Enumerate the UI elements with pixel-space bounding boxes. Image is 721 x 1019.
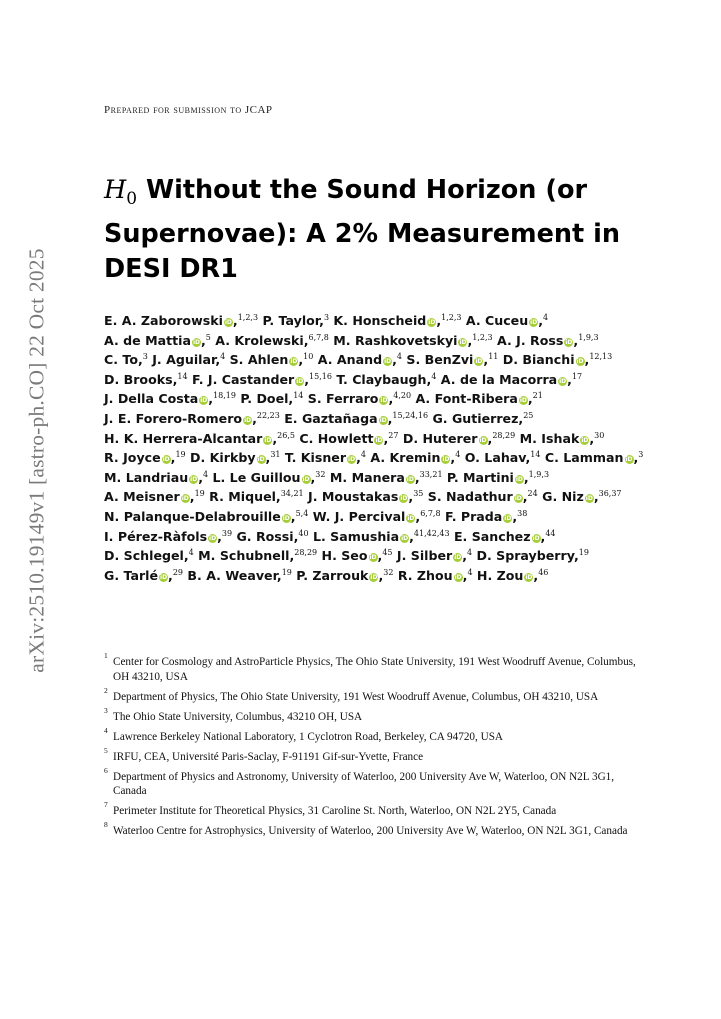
affiliation-text: Department of Physics, The Ohio State University, 191 West Woodruff Avenue, Columbus, OH 43210, USA — [113, 690, 599, 703]
affiliation-item — [104, 745, 644, 765]
orcid-icon[interactable]: iD — [379, 416, 387, 424]
author-name: J. Della Costa iD,$^{18,19}$ — [104, 391, 236, 407]
affiliation-number: 3 — [104, 705, 108, 715]
orcid-icon[interactable]: iD — [244, 416, 252, 424]
affiliation-text: Waterloo Centre for Astrophysics, University of Waterloo, 200 University Ave W, Waterloo, ON N2L 3G1, Canada — [113, 825, 628, 837]
author-affiliation-ref: 4 — [543, 313, 549, 322]
author-affiliation-ref: 4 — [455, 450, 461, 460]
author-name: G. Niz iD,$^{36,37}$ — [542, 489, 622, 505]
author-name: A. Anand iD,$^4$ — [317, 352, 402, 368]
author-name: P. Zarrouk iD,$^{32}$ — [296, 567, 394, 583]
author-name: D. Bianchi iD,$^{12,13}$ — [502, 352, 613, 368]
orcid-icon[interactable]: iD — [442, 456, 450, 464]
orcid-icon[interactable]: iD — [380, 397, 388, 405]
affiliation-number: 4 — [104, 725, 108, 735]
orcid-icon[interactable]: iD — [224, 319, 232, 326]
author-name: S. Nadathur iD,$^{24}$ — [427, 489, 538, 505]
author-affiliation-ref: 45 — [382, 548, 393, 558]
author-name: A. Krolewski,$^{6,7,8}$ — [215, 332, 329, 348]
author-name: A. Font-Ribera iD,$^{21}$ — [415, 391, 543, 407]
orcid-icon[interactable]: iD — [369, 554, 377, 562]
affiliation-number: 6 — [104, 765, 108, 775]
orcid-icon[interactable]: iD — [162, 456, 170, 464]
author-affiliation-ref: 32 — [315, 469, 326, 479]
author-affiliation-ref: 1,2,3 — [472, 332, 493, 342]
author-affiliation-ref: 41,42,43 — [413, 528, 450, 538]
author-name: M. Rashkovetskyi iD,$^{1,2,3}$ — [333, 332, 493, 348]
orcid-icon[interactable]: iD — [625, 456, 633, 464]
paper-title — [104, 173, 664, 287]
orcid-icon[interactable]: iD — [257, 456, 265, 464]
author-affiliation-ref: 6,7,8 — [420, 508, 441, 518]
author-name: A. Cuceu iD,$^4$ — [465, 313, 549, 328]
title-text: Without the Sound Horizon (or Supernovae): A 2% Measurement in DESI DR1 — [104, 175, 621, 285]
arxiv-id: arXiv:2510.19149v1 [astro-ph.CO] 22 Oct 2025 — [24, 247, 49, 673]
affiliation-text: Perimeter Institute for Theoretical Physics, 31 Caroline St. North, Waterloo, ON N2L 2Y5, Canada — [113, 805, 557, 817]
affiliation-item — [104, 651, 644, 684]
author-name: J. Moustakas iD,$^{35}$ — [308, 489, 424, 505]
author-affiliation-ref: 4 — [203, 469, 209, 479]
orcid-icon[interactable]: iD — [302, 475, 310, 483]
author-name: D. Kirkby iD,$^{31}$ — [190, 450, 281, 466]
author-affiliation-ref: 4 — [396, 352, 402, 362]
author-name: P. Taylor,$^3$ — [262, 313, 330, 328]
affiliation-number: 5 — [104, 745, 108, 755]
author-affiliation-ref: 14 — [293, 391, 304, 401]
author-affiliation-ref: 5 — [205, 332, 211, 342]
author-affiliation-ref: 6,7,8 — [308, 332, 329, 342]
orcid-icon[interactable]: iD — [532, 534, 540, 542]
affiliation-item — [104, 685, 644, 705]
author-name: J. Silber iD,$^4$ — [396, 548, 473, 564]
author-affiliation-ref: 4,20 — [393, 391, 412, 401]
author-affiliation-ref: 4 — [360, 450, 366, 460]
author-name: R. Joyce iD,$^{19}$ — [104, 450, 186, 466]
orcid-icon[interactable]: iD — [454, 573, 462, 581]
author-name: B. A. Weaver,$^{19}$ — [187, 567, 292, 583]
author-affiliation-ref: 14 — [177, 371, 188, 381]
orcid-icon[interactable]: iD — [401, 534, 409, 542]
orcid-icon[interactable]: iD — [514, 495, 522, 503]
orcid-icon[interactable]: iD — [530, 319, 538, 326]
orcid-icon[interactable]: iD — [525, 573, 533, 581]
author-affiliation-ref: 11 — [488, 352, 499, 362]
author-name: M. Schubnell,$^{28,29}$ — [198, 548, 318, 564]
author-affiliation-ref: 1,9,3 — [578, 332, 599, 342]
author-affiliation-ref: 19 — [175, 450, 186, 460]
orcid-icon[interactable]: iD — [515, 475, 523, 483]
author-affiliation-ref: 3 — [323, 313, 330, 322]
orcid-icon[interactable]: iD — [428, 319, 436, 326]
affiliation-text: IRFU, CEA, Université Paris-Saclay, F-91191 Gif-sur-Yvette, France — [113, 750, 424, 763]
orcid-icon[interactable]: iD — [479, 436, 487, 444]
author-affiliation-ref: 17 — [571, 371, 583, 381]
author-affiliation-ref: 19 — [194, 489, 205, 499]
author-affiliation-ref: 27 — [388, 430, 399, 440]
author-affiliation-ref: 36,37 — [598, 489, 622, 499]
author-affiliation-ref: 39 — [221, 528, 233, 538]
affiliation-item — [104, 765, 644, 799]
author-name: H. K. Herrera-Alcantar iD,$^{26,5}$ — [104, 430, 295, 446]
author-affiliation-ref: 30 — [594, 430, 605, 440]
author-name: S. Ahlen iD,$^{10}$ — [229, 352, 314, 368]
author-affiliation-ref: 44 — [545, 528, 556, 538]
author-affiliation-ref: 25 — [523, 410, 534, 420]
author-affiliation-ref: 1,2,3 — [441, 313, 462, 322]
author-name: F. Prada iD,$^{38}$ — [444, 508, 528, 524]
author-name: H. Seo iD,$^{45}$ — [321, 548, 393, 564]
author-name: L. Samushia iD,$^{41,42,43}$ — [312, 528, 450, 544]
author-affiliation-ref: 32 — [383, 567, 394, 577]
orcid-icon[interactable]: iD — [384, 358, 392, 366]
author-name: D. Huterer iD,$^{28,29}$ — [402, 430, 516, 446]
author-name: R. Zhou iD,$^4$ — [397, 567, 473, 583]
author-affiliation-ref: 33,21 — [419, 469, 443, 479]
author-affiliation-ref: 4 — [220, 352, 226, 362]
affiliation-text: Department of Physics and Astronomy, University of Waterloo, 200 University Ave W, Waterloo, ON N2L 3G1, Canada — [113, 770, 615, 797]
author-name: E. A. Zaborowski iD,$^{1,2,3}$ — [104, 313, 259, 328]
author-name: I. Pérez-Ràfols iD,$^{39}$ — [104, 528, 233, 544]
author-affiliation-ref: 34,21 — [280, 489, 304, 499]
orcid-icon[interactable]: iD — [209, 534, 217, 542]
author-name: A. Meisner iD,$^{19}$ — [104, 489, 205, 505]
author-name: D. Brooks,$^{14}$ — [104, 371, 188, 387]
affiliation-item — [104, 705, 644, 725]
author-name: F. J. Castander iD,$^{15,16}$ — [191, 371, 332, 387]
affiliation-number: 2 — [104, 685, 108, 695]
affiliation-item — [104, 725, 644, 745]
author-affiliation-ref: 19 — [281, 567, 292, 577]
author-name: M. Manera iD,$^{33,21}$ — [329, 469, 443, 485]
author-affiliation-ref: 22,23 — [256, 410, 280, 420]
author-affiliation-ref: 1,2,3 — [237, 313, 259, 322]
prepared-for-note: Prepared for submission to JCAP — [104, 104, 273, 116]
author-affiliation-ref: 3 — [142, 352, 148, 362]
author-affiliation-ref: 29 — [172, 567, 184, 577]
author-name: J. E. Forero-Romero iD,$^{22,23}$ — [104, 410, 280, 426]
author-name: E. Sanchez iD,$^{44}$ — [453, 528, 556, 544]
author-name: C. To,$^3$ — [104, 352, 148, 368]
orcid-icon[interactable]: iD — [400, 495, 408, 503]
author-affiliation-ref: 46 — [538, 567, 549, 577]
author-affiliation-ref: 28,29 — [492, 430, 516, 440]
author-list — [104, 311, 644, 585]
author-affiliation-ref: 21 — [532, 391, 543, 401]
author-affiliation-ref: 4 — [467, 567, 473, 577]
author-affiliation-ref: 35 — [413, 489, 424, 499]
author-affiliation-ref: 4 — [188, 548, 194, 558]
author-name: D. Schlegel,$^4$ — [104, 548, 194, 564]
orcid-icon[interactable]: iD — [200, 397, 208, 405]
orcid-icon[interactable]: iD — [504, 514, 512, 522]
author-affiliation-ref: 1,9,3 — [528, 469, 550, 479]
author-name: A. de Mattia iD,$^5$ — [104, 332, 211, 348]
author-affiliation-ref: 5,4 — [295, 508, 309, 518]
author-affiliation-ref: 24 — [527, 489, 538, 499]
author-affiliation-ref: 28,29 — [294, 548, 318, 558]
author-affiliation-ref: 10 — [303, 352, 314, 362]
author-name: T. Kisner iD,$^4$ — [284, 450, 366, 466]
orcid-icon[interactable]: iD — [475, 358, 483, 366]
author-name: R. Miquel,$^{34,21}$ — [209, 489, 304, 505]
author-affiliation-ref: 38 — [517, 508, 528, 518]
orcid-icon[interactable]: iD — [181, 495, 189, 503]
author-name: P. Martini iD,$^{1,9,3}$ — [446, 469, 550, 485]
orcid-icon[interactable]: iD — [519, 397, 527, 405]
author-name: J. Aguilar,$^4$ — [152, 352, 226, 368]
orcid-icon[interactable]: iD — [264, 436, 272, 444]
orcid-icon[interactable]: iD — [585, 495, 593, 503]
author-name: E. Gaztañaga iD,$^{15,24,16}$ — [284, 410, 429, 426]
orcid-icon[interactable]: iD — [290, 358, 298, 366]
orcid-icon[interactable]: iD — [282, 514, 290, 522]
author-name: S. Ferraro iD,$^{4,20}$ — [307, 391, 412, 407]
orcid-icon[interactable]: iD — [370, 573, 378, 581]
affiliation-list — [104, 651, 644, 844]
orcid-icon[interactable]: iD — [576, 358, 584, 366]
author-name: L. Le Guillou iD,$^{32}$ — [212, 469, 326, 485]
author-affiliation-ref: 26,5 — [277, 430, 295, 440]
author-name: A. Kremin iD,$^4$ — [370, 450, 461, 466]
author-affiliation-ref: 15,24,16 — [392, 410, 429, 420]
affiliation-text: Lawrence Berkeley National Laboratory, 1 Cyclotron Road, Berkeley, CA 94720, USA — [113, 730, 504, 743]
author-name: M. Landriau iD,$^4$ — [104, 469, 209, 485]
orcid-icon[interactable]: iD — [190, 475, 198, 483]
author-affiliation-ref: 31 — [270, 450, 281, 460]
orcid-icon[interactable]: iD — [406, 475, 414, 483]
author-name: S. BenZvi iD,$^{11}$ — [406, 352, 499, 368]
orcid-icon[interactable]: iD — [581, 436, 589, 444]
author-affiliation-ref: 14 — [530, 450, 541, 460]
author-name: H. Zou iD,$^{46}$ — [476, 567, 549, 583]
affiliation-number: 8 — [104, 820, 108, 829]
author-name: O. Lahav,$^{14}$ — [464, 450, 541, 466]
author-affiliation-ref: 40 — [298, 528, 309, 538]
author-name: G. Tarlé iD,$^{29}$ — [104, 567, 184, 583]
author-name: C. Howlett iD,$^{27}$ — [299, 430, 399, 446]
affiliation-number: 7 — [104, 800, 108, 809]
author-name: T. Claybaugh,$^4$ — [336, 371, 437, 387]
author-name: W. J. Percival iD,$^{6,7,8}$ — [312, 508, 441, 524]
author-name: G. Rossi,$^{40}$ — [236, 528, 309, 544]
author-affiliation-ref: 4 — [431, 371, 437, 381]
author-name: D. Sprayberry,$^{19}$ — [476, 548, 589, 564]
author-name: A. de la Macorra iD,$^{17}$ — [440, 371, 583, 387]
orcid-icon[interactable]: iD — [348, 456, 356, 464]
author-affiliation-ref: 18,19 — [213, 391, 236, 401]
orcid-icon[interactable]: iD — [296, 377, 304, 385]
author-affiliation-ref: 15,16 — [309, 371, 332, 381]
orcid-icon[interactable]: iD — [407, 514, 415, 522]
author-name: K. Honscheid iD,$^{1,2,3}$ — [333, 313, 462, 328]
affiliation-number: 1 — [104, 651, 108, 660]
orcid-icon[interactable]: iD — [375, 436, 383, 444]
author-name: M. Ishak iD,$^{30}$ — [519, 430, 605, 446]
orcid-icon[interactable]: iD — [454, 554, 462, 562]
affiliation-item — [104, 800, 644, 819]
orcid-icon[interactable]: iD — [160, 573, 168, 581]
affiliation-text: Center for Cosmology and AstroParticle Physics, The Ohio State University, 191 West Woodruff Avenue, Columbus, OH 43210, USA — [113, 656, 636, 683]
orcid-icon[interactable]: iD — [559, 377, 567, 385]
author-affiliation-ref: 19 — [578, 548, 589, 558]
affiliation-item — [104, 820, 644, 839]
title-math-symbol: $H_0$ — [104, 175, 138, 210]
arxiv-stamp — [15, 247, 59, 673]
author-affiliation-ref: 3 — [638, 450, 644, 460]
author-name: A. J. Ross iD,$^{1,9,3}$ — [497, 332, 599, 348]
author-affiliation-ref: 12,13 — [589, 352, 613, 362]
orcid-icon[interactable]: iD — [192, 338, 200, 346]
author-name: G. Gutierrez,$^{25}$ — [432, 410, 534, 426]
orcid-icon[interactable]: iD — [565, 338, 573, 346]
orcid-icon[interactable]: iD — [459, 338, 467, 346]
author-name: C. Lamman iD,$^3$ — [544, 450, 644, 466]
author-name: N. Palanque-Delabrouille iD,$^{5,4}$ — [104, 508, 309, 524]
author-affiliation-ref: 4 — [467, 548, 473, 558]
author-name: P. Doel,$^{14}$ — [240, 391, 304, 407]
affiliation-text: The Ohio State University, Columbus, 43210 OH, USA — [113, 710, 363, 723]
